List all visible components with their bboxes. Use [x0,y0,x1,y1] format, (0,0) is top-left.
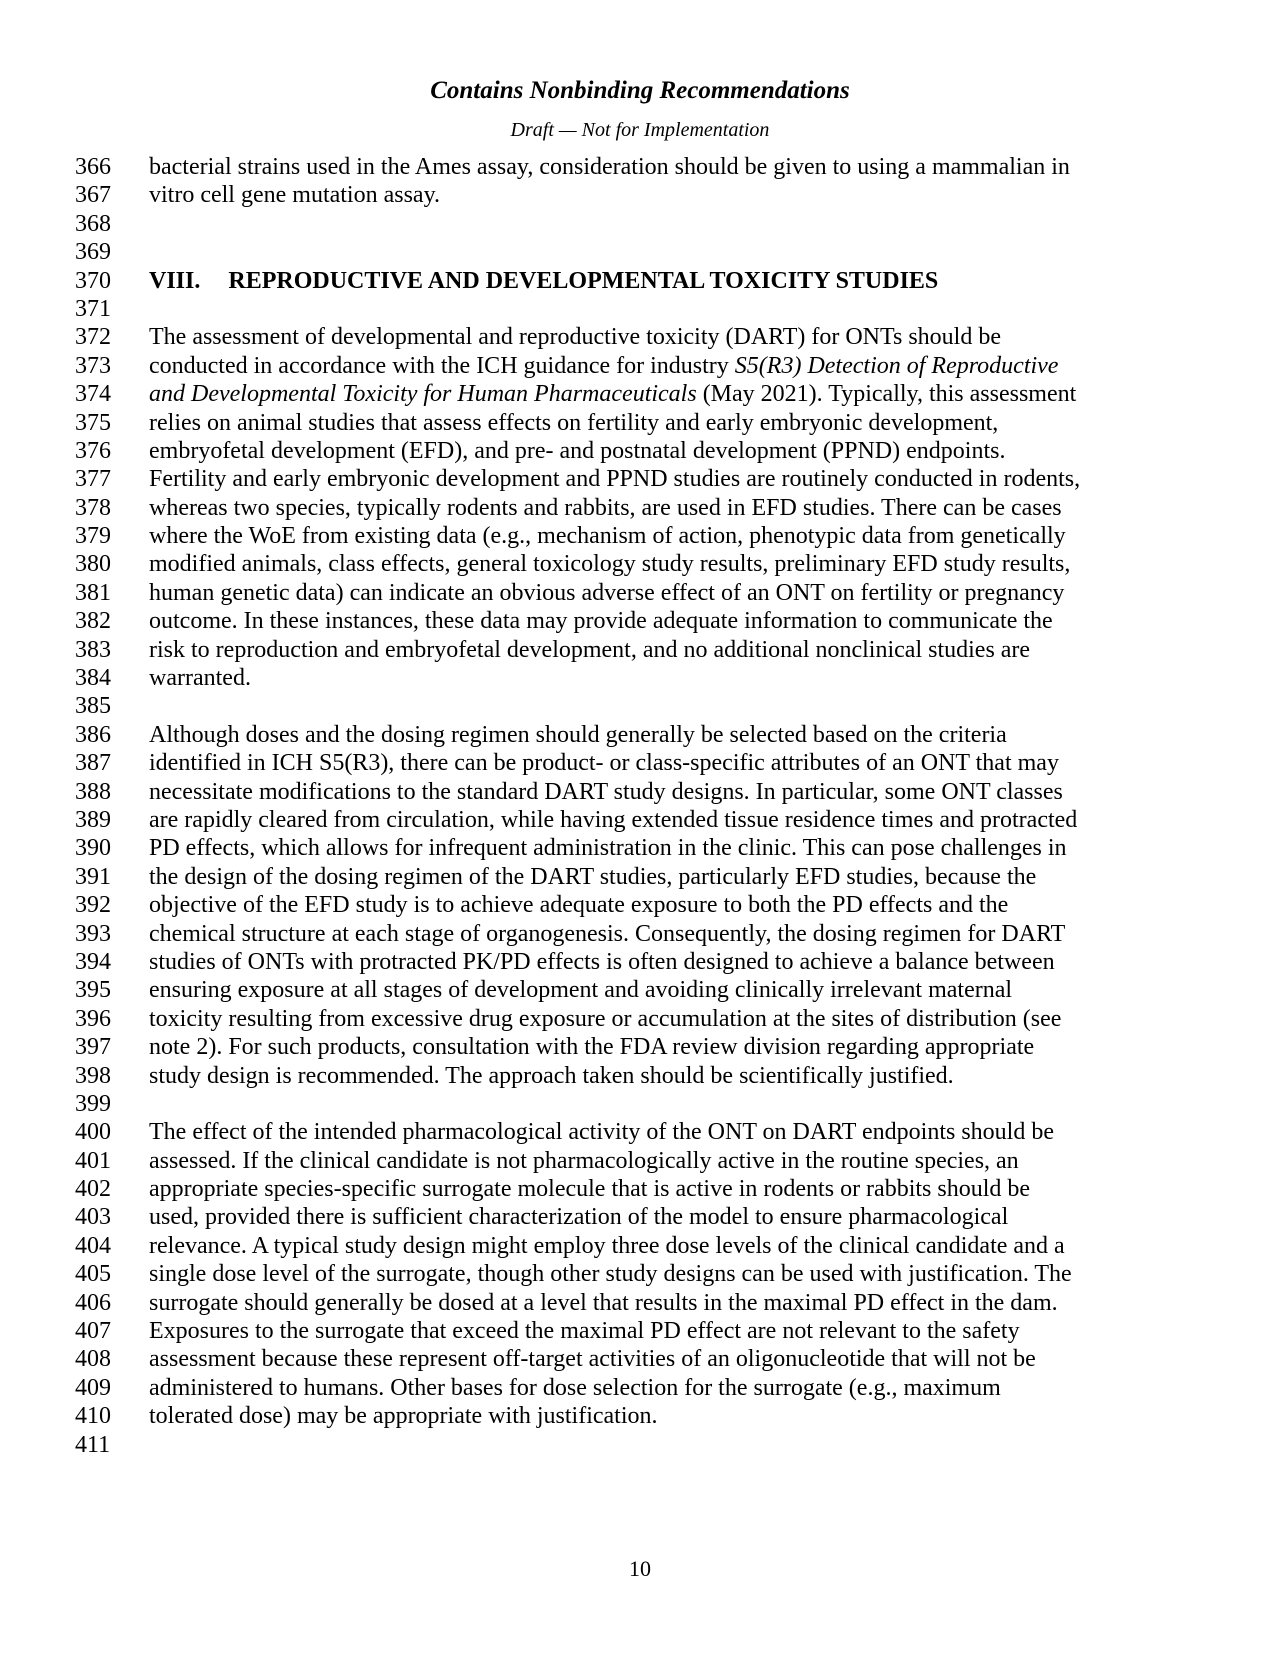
line-text [149,721,1007,749]
document-line [0,1374,1280,1402]
document-line [0,920,1280,948]
line-number: 396 [75,1005,111,1032]
line-text [149,437,1005,465]
document-line [0,437,1280,465]
document-line [0,409,1280,437]
document-line [0,1118,1280,1146]
document-line [0,153,1280,181]
header-title: Contains Nonbinding Recommendations [430,77,850,104]
document-line [0,1289,1280,1317]
line-number: 403 [75,1204,111,1231]
text-segment: The assessment of developmental and reproductive toxicity (DART) for ONTs should be [149,324,1001,351]
text-segment: relevance. A typical study design might employ three dose levels of the clinical candidate and a [149,1232,1065,1259]
text-segment: Fertility and early embryonic development and PPND studies are routinely conducted in rodents, [149,466,1081,493]
text-segment: where the WoE from existing data (e.g., mechanism of action, phenotypic data from genetically [149,523,1066,550]
line-number: 401 [75,1147,111,1174]
document-line [0,778,1280,806]
line-number: 392 [75,892,111,919]
document-line [0,806,1280,834]
text-segment: outcome. In these instances, these data may provide adequate information to communicate the [149,608,1053,635]
line-number: 390 [75,835,111,862]
document-line [0,976,1280,1004]
line-number: 385 [75,693,111,720]
text-segment: tolerated dose) may be appropriate with justification. [149,1403,658,1430]
line-number: 376 [75,437,111,464]
line-number: 405 [75,1261,111,1288]
line-number: 378 [75,494,111,521]
line-text [149,863,1036,891]
line-number: 372 [75,324,111,351]
document-line [0,494,1280,522]
line-number: 400 [75,1119,111,1146]
document-line [0,550,1280,578]
document-line [0,1345,1280,1373]
line-text [149,1260,1072,1288]
document-line [0,1203,1280,1231]
document-line [0,380,1280,408]
document-line [0,1005,1280,1033]
line-text [149,607,1053,635]
line-text [149,1203,1008,1231]
line-number: 398 [75,1062,111,1089]
line-number: 366 [75,154,111,180]
line-text [149,465,1080,493]
line-text [149,1005,1061,1033]
document-line [0,1317,1280,1345]
header-subtitle: Draft — Not for Implementation [510,119,770,141]
line-text [149,664,251,692]
text-segment: are rapidly cleared from circulation, while having extended tissue residence times and protracted [149,806,1078,833]
text-segment: objective of the EFD study is to achieve adequate exposure to both the PD effects and the [149,892,1009,919]
document-line [0,1033,1280,1061]
document-line [0,948,1280,976]
line-number: 411 [75,1431,111,1458]
document-line [0,721,1280,749]
line-text [149,1289,1058,1317]
line-number: 367 [75,182,111,209]
text-segment: study design is recommended. The approach taken should be scientifically justified. [149,1062,954,1089]
line-number: 404 [75,1232,111,1259]
line-text [149,1317,1020,1345]
line-number: 408 [75,1346,111,1373]
text-segment: ensuring exposure at all stages of development and avoiding clinically irrelevant maternal [149,977,1013,1004]
text-segment: Exposures to the surrogate that exceed the maximal PD effect are not relevant to the safety [149,1318,1020,1345]
text-segment: single dose level of the surrogate, though other study designs can be used with justification. The [149,1261,1072,1288]
line-text [149,409,998,437]
line-number: 388 [75,778,111,805]
line-text [149,153,1070,181]
line-number: 397 [75,1034,111,1061]
text-segment: studies of ONTs with protracted PK/PD effects is often designed to achieve a balance between [149,948,1055,975]
document-line [0,465,1280,493]
text-segment: the design of the dosing regimen of the DART studies, particularly EFD studies, because the [149,863,1037,890]
line-number: 377 [75,466,111,493]
line-text [149,494,1062,522]
line-text [149,1232,1065,1260]
document-header [0,76,1280,142]
line-text [149,323,1001,351]
line-number: 402 [75,1176,111,1203]
document-line [0,181,1280,209]
line-number: 384 [75,665,111,692]
text-segment: assessment because these represent off-target activities of an oligonucleotide that will not be [149,1346,1036,1373]
line-text [149,181,440,209]
line-text [149,891,1008,919]
document-line [0,1402,1280,1430]
document-line [0,834,1280,862]
document-line [0,636,1280,664]
document-line [0,1062,1280,1090]
line-text [149,1118,1054,1146]
line-number: 386 [75,721,111,748]
document-line [0,210,1280,238]
text-segment: administered to humans. Other bases for dose selection for the surrogate (e.g., maximum [149,1374,1001,1401]
line-number: 391 [75,863,111,890]
line-text [149,579,1064,607]
document-line [0,607,1280,635]
document-line [0,579,1280,607]
document-line [0,238,1280,266]
line-number: 375 [75,409,111,436]
document-line [0,692,1280,720]
text-segment: embryofetal development (EFD), and pre- and postnatal development (PPND) endpoints. [149,437,1006,464]
line-number: 379 [75,523,111,550]
line-number: 387 [75,750,111,777]
text-segment: assessed. If the clinical candidate is not pharmacologically active in the routine species, an [149,1147,1019,1174]
line-number: 394 [75,948,111,975]
line-text [149,948,1055,976]
document-line [0,891,1280,919]
line-text [149,1402,658,1430]
text-segment: VIII. [149,267,201,294]
text-segment: toxicity resulting from excessive drug exposure or accumulation at the sites of distribution (see [149,1005,1062,1032]
line-number: 369 [75,239,111,266]
line-number: 381 [75,579,111,606]
text-segment: and Developmental Toxicity for Human Pharmaceuticals [149,381,697,408]
document-line [0,522,1280,550]
line-text [149,834,1067,862]
line-text [149,749,1059,777]
line-number: 406 [75,1289,111,1316]
line-text [149,806,1077,834]
document-line [0,267,1280,295]
document-line [0,749,1280,777]
line-text [149,267,938,295]
text-segment: warranted. [149,665,251,692]
line-number: 373 [75,352,111,379]
line-text [149,550,1070,578]
document-line [0,863,1280,891]
line-number: 399 [75,1090,111,1117]
line-text [149,778,1063,806]
text-segment: relies on animal studies that assess effects on fertility and early embryonic development, [149,409,999,436]
document-line [0,1090,1280,1118]
text-segment: REPRODUCTIVE AND DEVELOPMENTAL TOXICITY STUDIES [228,267,939,294]
text-segment: conducted in accordance with the ICH guidance for industry [149,352,735,379]
text-segment: modified animals, class effects, general toxicology study results, preliminary EFD study results, [149,551,1071,578]
text-segment: used, provided there is sufficient characterization of the model to ensure pharmacological [149,1204,1009,1231]
line-text [149,380,1076,408]
line-number: 389 [75,806,111,833]
text-segment: risk to reproduction and embryofetal development, and no additional nonclinical studies are [149,636,1031,663]
text-segment: appropriate species-specific surrogate molecule that is active in rodents or rabbits should be [149,1176,1031,1203]
text-segment: Although doses and the dosing regimen should generally be selected based on the criteria [149,721,1007,748]
document-line [0,1232,1280,1260]
line-text [149,976,1012,1004]
line-text [149,1345,1036,1373]
line-text [149,352,1058,380]
line-number: 393 [75,920,111,947]
text-segment: identified in ICH S5(R3), there can be product- or class-specific attributes of an ONT that may [149,750,1059,777]
line-number: 395 [75,977,111,1004]
text-segment: The effect of the intended pharmacological activity of the ONT on DART endpoints should be [149,1119,1054,1146]
document-line [0,1260,1280,1288]
text-segment: chemical structure at each stage of organogenesis. Consequently, the dosing regimen for DART [149,920,1066,947]
page-number: 10 [629,1556,651,1581]
document-line [0,1175,1280,1203]
line-number: 368 [75,210,111,237]
page-footer [0,1556,1280,1582]
document-line [0,1147,1280,1175]
line-number: 383 [75,636,111,663]
line-number: 382 [75,608,111,635]
line-text [149,920,1065,948]
line-text [149,1374,1001,1402]
document-line [0,1431,1280,1459]
line-number: 407 [75,1318,111,1345]
line-number: 371 [75,295,111,322]
line-text [149,1033,1034,1061]
line-number: 370 [75,267,111,294]
text-segment: whereas two species, typically rodents and rabbits, are used in EFD studies. There can be cases [149,494,1062,521]
document-line [0,295,1280,323]
text-segment: surrogate should generally be dosed at a level that results in the maximal PD effect in the dam. [149,1289,1058,1316]
line-text [149,1062,954,1090]
document-line [0,352,1280,380]
line-number: 410 [75,1403,111,1430]
text-segment: PD effects, which allows for infrequent administration in the clinic. This can pose challenges in [149,835,1067,862]
line-text [149,636,1030,664]
text-segment: (May 2021). Typically, this assessment [696,381,1077,408]
line-text [149,1147,1019,1175]
text-segment: necessitate modifications to the standard DART study designs. In particular, some ONT classes [149,778,1063,805]
document-line [0,664,1280,692]
text-segment: bacterial strains used in the Ames assay, consideration should be given to using a mammalian in [149,154,1070,180]
line-number: 380 [75,551,111,578]
text-segment: vitro cell gene mutation assay. [149,182,441,209]
text-segment: note 2). For such products, consultation with the FDA review division regarding appropriate [149,1034,1035,1061]
line-number: 409 [75,1374,111,1401]
line-text [149,1175,1030,1203]
line-number: 374 [75,381,111,408]
text-segment: S5(R3) Detection of Reproductive [734,352,1059,379]
text-segment: human genetic data) can indicate an obvious adverse effect of an ONT on fertility or pregnancy [149,579,1065,606]
document-line [0,323,1280,351]
line-text [149,522,1066,550]
document-body [0,153,1280,1459]
